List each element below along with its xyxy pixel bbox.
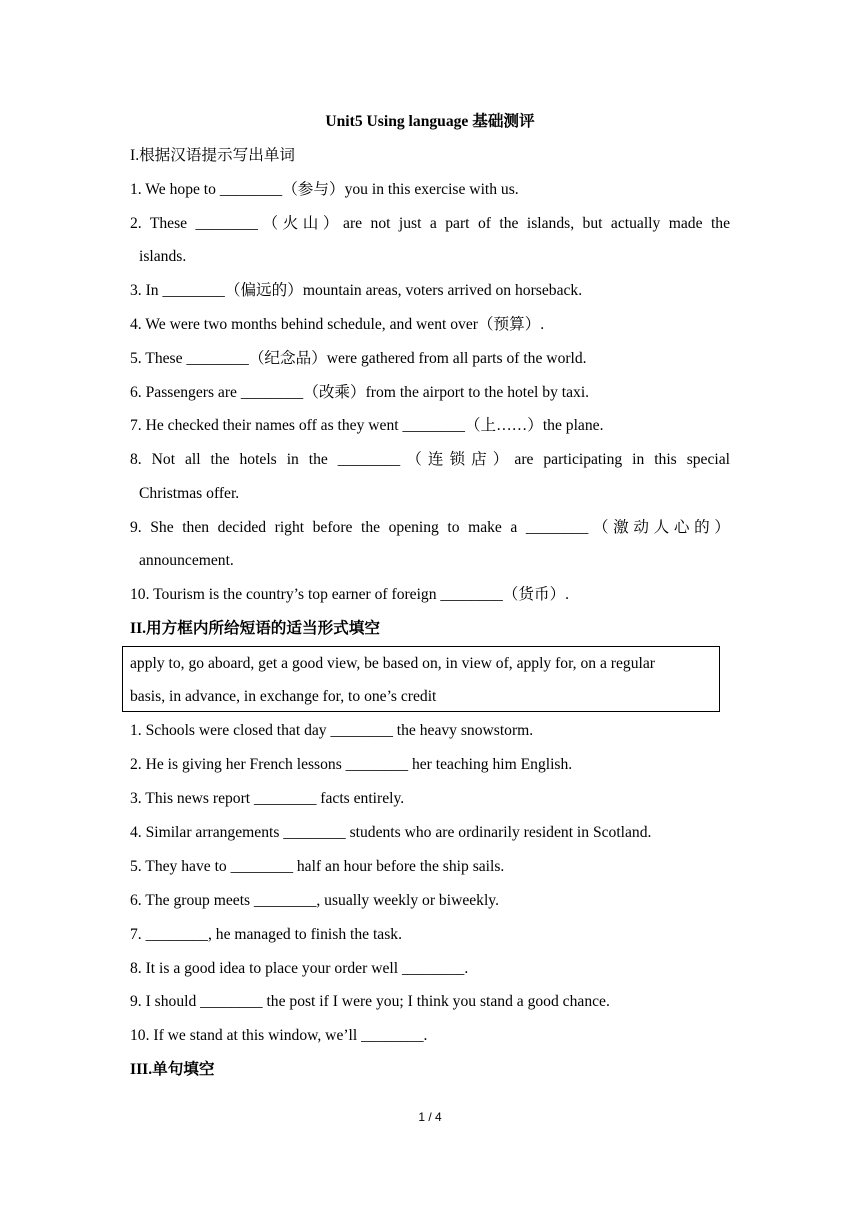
- question-2-4: 4. Similar arrangements ________ students who are ordinarily resident in Scotland.: [130, 824, 652, 841]
- question-1-2: 2. These ________（火山）are not just a part of the islands, but actually made the: [130, 215, 730, 232]
- question-1-3: 3. In ________（偏远的）mountain areas, voters arrived on horseback.: [130, 282, 583, 299]
- question-2-3: 3. This news report ________ facts entirely.: [130, 790, 405, 807]
- question-1-1: 1. We hope to ________（参与）you in this exercise with us.: [130, 181, 519, 198]
- question-1-9: 9. She then decided right before the opening to make a ________（激动人心的）: [130, 519, 730, 536]
- phrase-box-line-1: apply to, go aboard, get a good view, be based on, in view of, apply for, on a regular: [130, 655, 655, 672]
- section-1-heading: I.根据汉语提示写出单词: [130, 147, 296, 164]
- question-1-7: 7. He checked their names off as they went ________（上……）the plane.: [130, 417, 604, 434]
- question-2-2: 2. He is giving her French lessons ________ her teaching him English.: [130, 756, 573, 773]
- page-title: Unit5 Using language 基础测评: [325, 113, 535, 130]
- question-2-6: 6. The group meets ________, usually weekly or biweekly.: [130, 892, 499, 909]
- question-2-9: 9. I should ________ the post if I were you; I think you stand a good chance.: [130, 993, 610, 1010]
- phrase-box: [122, 646, 720, 712]
- section-2-heading: II.用方框内所给短语的适当形式填空: [130, 620, 380, 637]
- section-3-heading: III.单句填空: [130, 1061, 215, 1078]
- page-number: 1 / 4: [418, 1110, 442, 1124]
- question-1-5: 5. These ________（纪念品）were gathered from all parts of the world.: [130, 350, 587, 367]
- question-2-8: 8. It is a good idea to place your order well ________.: [130, 960, 469, 977]
- question-1-10: 10. Tourism is the country’s top earner of foreign ________（货币）.: [130, 586, 570, 603]
- phrase-box-line-2: basis, in advance, in exchange for, to one’s credit: [130, 688, 437, 705]
- question-1-9-continued: announcement.: [139, 552, 234, 569]
- question-1-8: 8. Not all the hotels in the ________（连锁店）are participating in this special: [130, 451, 730, 468]
- question-2-1: 1. Schools were closed that day ________ the heavy snowstorm.: [130, 722, 534, 739]
- question-1-4: 4. We were two months behind schedule, and went over（预算）.: [130, 316, 545, 333]
- question-1-6: 6. Passengers are ________（改乘）from the airport to the hotel by taxi.: [130, 384, 590, 401]
- question-2-10: 10. If we stand at this window, we’ll ________.: [130, 1027, 428, 1044]
- question-2-5: 5. They have to ________ half an hour before the ship sails.: [130, 858, 505, 875]
- question-1-8-continued: Christmas offer.: [139, 485, 240, 502]
- question-2-7: 7. ________, he managed to finish the task.: [130, 926, 402, 943]
- question-1-2-continued: islands.: [139, 248, 187, 265]
